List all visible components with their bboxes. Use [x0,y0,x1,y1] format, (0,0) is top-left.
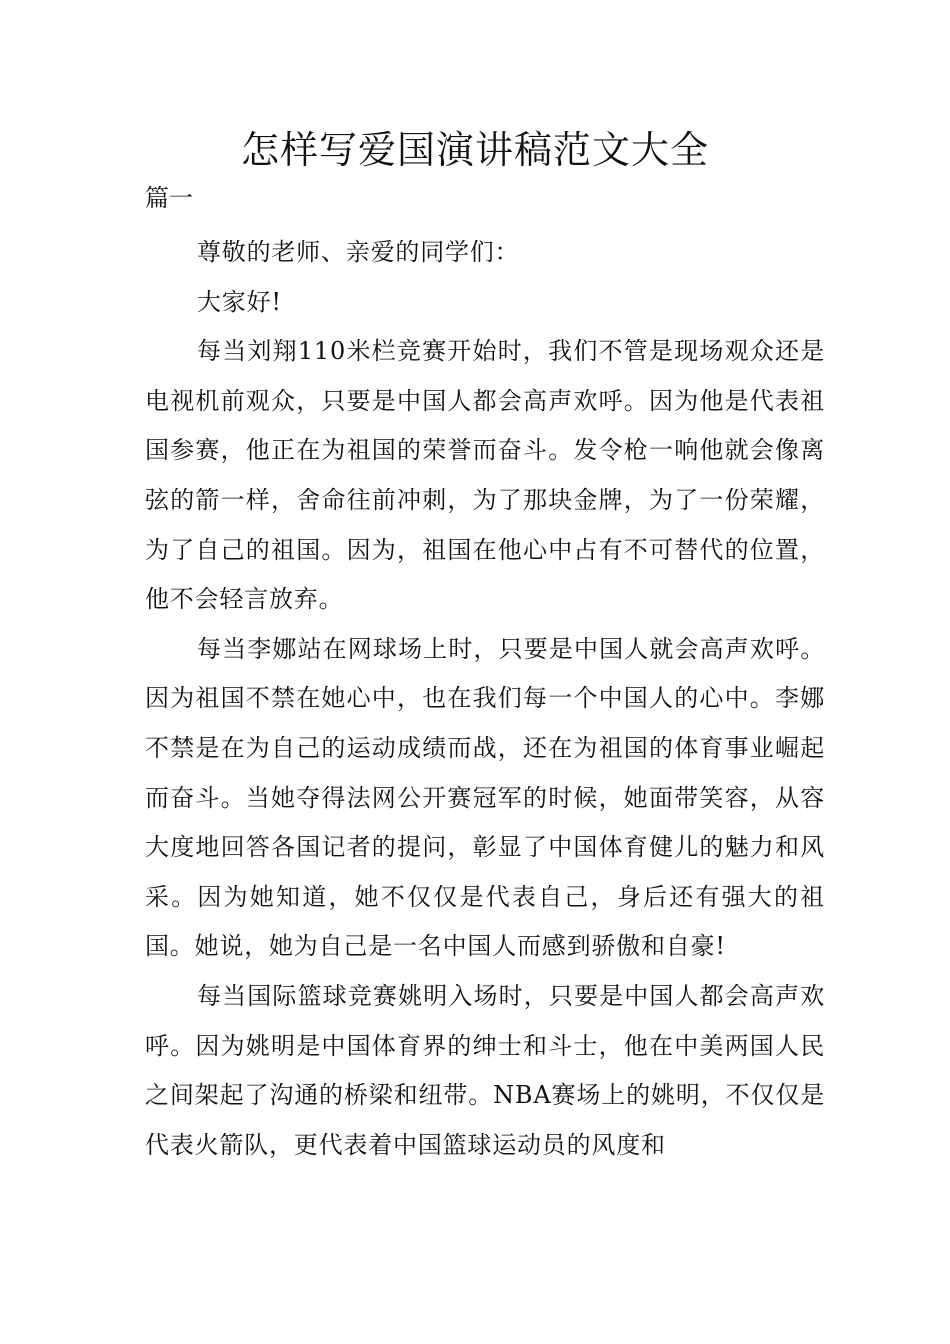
paragraph-greeting: 大家好! [197,287,282,316]
paragraph-yaoming: 每当国际篮球竞赛姚明入场时，只要是中国人都会高声欢呼。因为姚明是中国体育界的绅士和斗士，他在中美两国人民之间架起了沟通的桥梁和纽带。NBA赛场上的姚明，不仅仅是代表火箭队，更代表着中国篮球运动员的风度和 [145,981,825,1159]
document-body [145,228,825,1170]
paragraph-salutation: 尊敬的老师、亲爱的同学们： [197,238,520,266]
document-title: 怎样写爱国演讲稿范文大全 [240,128,709,172]
paragraph-lina: 每当李娜站在网球场上时，只要是中国人就会高声欢呼。因为祖国不禁在她心中，也在我们每一个中国人的心中。李娜不禁是在为自己的运动成绩而战，还在为祖国的体育事业崛起而奋斗。当她夺得法网公开赛冠军的时候，她面带笑容，从容大度地回答各国记者的提问，彰显了中国体育健儿的魅力和风采。因为她知道，她不仅仅是代表自己，身后还有强大的祖国。她说，她为自己是一名中国人而感到骄傲和自豪! [145,634,825,961]
paragraph-liuxiang: 每当刘翔110米栏竞赛开始时，我们不管是现场观众还是电视机前观众，只要是中国人都会高声欢呼。因为他是代表祖国参赛，他正在为祖国的荣誉而奋斗。发令枪一响他就会像离弦的箭一样，舍命往前冲刺，为了那块金牌，为了一份荣耀，为了自己的祖国。因为，祖国在他心中占有不可替代的位置，他不会轻言放弃。 [145,337,825,614]
section-label: 篇一 [145,184,193,212]
